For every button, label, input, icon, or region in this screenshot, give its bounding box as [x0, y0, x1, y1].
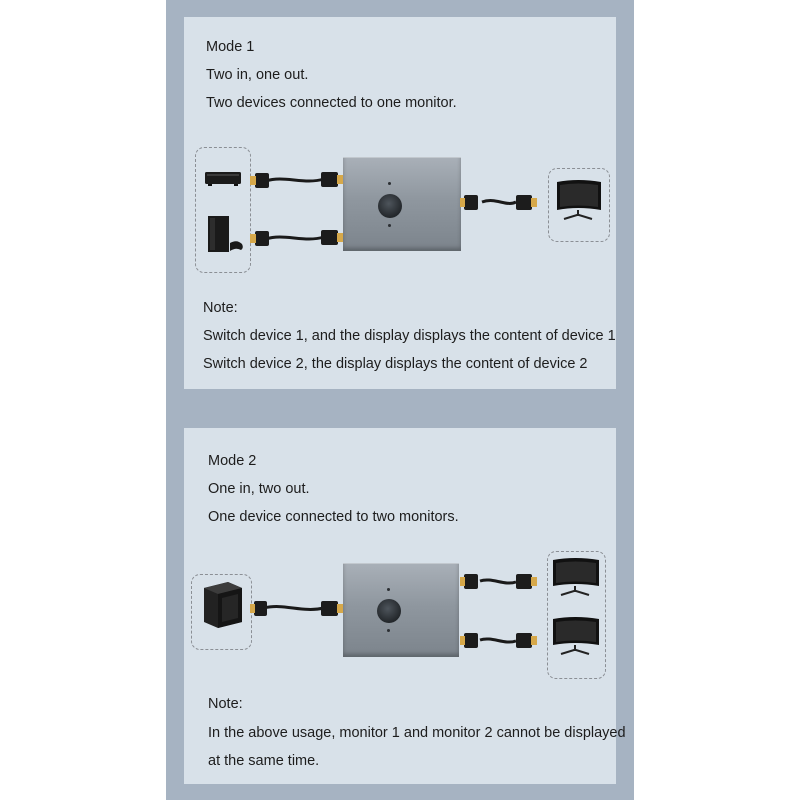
game-console-icon [208, 216, 243, 252]
monitor-icon [557, 180, 601, 219]
pc-tower-icon [204, 582, 242, 628]
hdmi-cable-icon [264, 580, 516, 642]
hdmi-connector-icon [250, 172, 537, 246]
mode2-panel [184, 428, 626, 784]
monitor-icon [553, 558, 599, 595]
mode2-subtitle: One in, two out. [208, 481, 310, 497]
mode1-panel [184, 17, 616, 389]
mode2-description: One device connected to two monitors. [208, 509, 459, 525]
mode1-note-line1: Switch device 1, and the display displays the content of device 1 [203, 328, 616, 344]
set-top-box-icon [205, 172, 241, 186]
mode2-note-line1: In the above usage, monitor 1 and monitor 2 cannot be displayed [208, 725, 626, 741]
mode1-note-heading: Note: [203, 300, 238, 316]
hdmi-connector-icon [250, 574, 537, 648]
mode1-title: Mode 1 [206, 39, 255, 55]
mode2-note-line2: at the same time. [208, 753, 320, 769]
mode1-description: Two devices connected to one monitor. [206, 95, 457, 111]
mode1-subtitle: Two in, one out. [206, 67, 309, 83]
mode2-title: Mode 2 [208, 453, 257, 469]
monitor-icon [553, 617, 599, 654]
mode2-note-heading: Note: [208, 696, 243, 712]
mode1-note-line2: Switch device 2, the display displays the content of device 2 [203, 356, 588, 372]
hdmi-cable-icon [266, 179, 516, 239]
